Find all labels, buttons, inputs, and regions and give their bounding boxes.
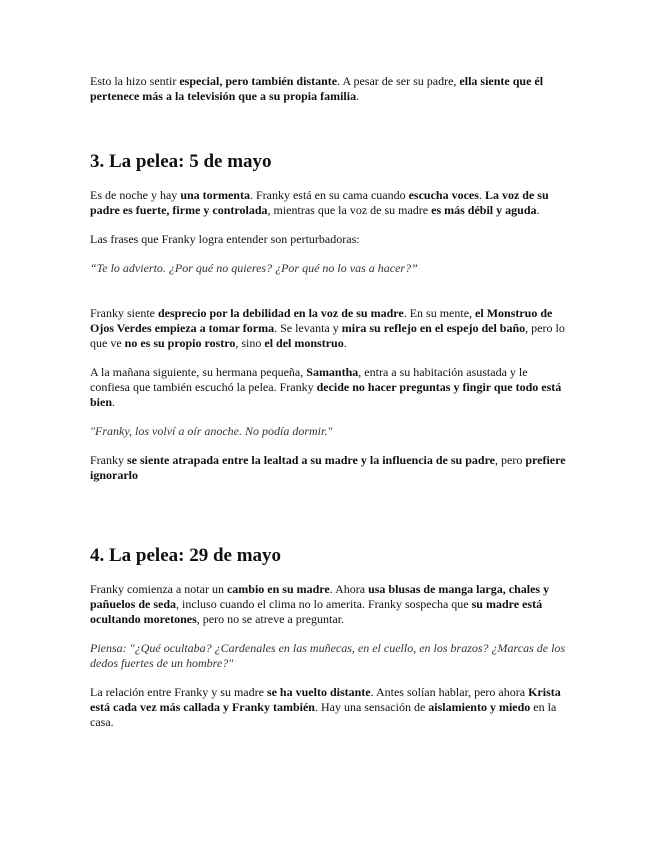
paragraph [90, 582, 570, 627]
bold-text: especial, pero también distante [179, 74, 338, 88]
text-run: . En su mente, [403, 306, 476, 320]
text-run: en la casa. [90, 700, 557, 729]
text-run: . Franky está en su cama cuando [249, 188, 409, 202]
paragraph [90, 453, 570, 483]
section-4 [90, 544, 570, 744]
bold-text: Krista está cada vez más callada y Franky también [90, 685, 561, 714]
bold-text: no es su propio rostro [124, 336, 236, 350]
paragraph [90, 365, 570, 410]
document-page [90, 74, 570, 729]
intro-paragraph [90, 74, 570, 104]
bold-text: escucha voces [408, 188, 479, 202]
section-body [90, 188, 570, 483]
bold-text: se siente atrapada entre la lealtad a su madre y la influencia de su padre [127, 453, 496, 467]
text-run: . [478, 188, 485, 202]
text-run: Es de noche y hay [90, 188, 181, 202]
bold-text: ella siente que él pertenece más a la televisión que a su propia familia [90, 74, 544, 103]
bold-text: decide no hacer preguntas y fingir que todo está bien [90, 380, 562, 409]
text-run: . Ahora [329, 582, 369, 596]
text-run: . [343, 336, 347, 350]
text-run: , pero lo que ve [90, 321, 565, 350]
section-heading: 4. La pelea: 29 de mayo [90, 545, 282, 566]
text-run: Franky siente [90, 306, 158, 320]
section-3 [90, 150, 570, 497]
bold-text: aislamiento y miedo [428, 700, 531, 714]
text-run: La relación entre Franky y su madre [90, 685, 267, 699]
bold-text: es más débil y aguda [431, 203, 537, 217]
text-run: . [112, 395, 116, 409]
bold-text: mira su reflejo en el espejo del baño [341, 321, 526, 335]
text-run: , mientras que la voz de su madre [267, 203, 432, 217]
paragraph [90, 232, 570, 247]
text-run: . A pesar de ser su padre, [337, 74, 460, 88]
text-run: , incluso cuando el clima no lo amerita. Franky sospecha que [176, 597, 472, 611]
text-run: . Hay una sensación de [314, 700, 429, 714]
bold-text: desprecio por la debilidad en la voz de su madre [158, 306, 404, 320]
bold-text: el Monstruo de Ojos Verdes empieza a tomar forma [90, 306, 553, 335]
bold-text: La voz de su padre es fuerte, firme y controlada [90, 188, 549, 217]
bold-text: una tormenta [180, 188, 250, 202]
text-run: . [536, 203, 540, 217]
paragraph [90, 685, 570, 730]
text-run: Franky [90, 453, 127, 467]
text-run: , sino [235, 336, 265, 350]
text-run: . [356, 89, 360, 103]
text-run: , pero no se atreve a preguntar. [196, 612, 345, 626]
text-run: "Franky, los volví a oír anoche. No podía dormir." [90, 424, 333, 438]
text-run: . Antes solían hablar, pero ahora [370, 685, 529, 699]
bold-text: su madre está ocultando moretones [90, 597, 543, 626]
bold-text: prefiere ignorarlo [90, 453, 566, 482]
text-run: A la mañana siguiente, su hermana pequeña, [90, 365, 307, 379]
text-run: , entra a su habitación asustada y le confiesa que también escuchó la pelea. Franky [90, 365, 528, 394]
quote-paragraph [90, 261, 570, 276]
bold-text: usa blusas de manga larga, chales y pañuelos de seda [90, 582, 550, 611]
quote-paragraph [90, 641, 570, 671]
text-run: Las frases que Franky logra entender son perturbadoras: [90, 232, 360, 246]
section-body [90, 582, 570, 730]
paragraph [90, 188, 570, 218]
text-run: “Te lo advierto. ¿Por qué no quieres? ¿Por qué no lo vas a hacer?” [90, 261, 418, 275]
quote-paragraph [90, 424, 570, 439]
bold-text: cambio en su madre [226, 582, 330, 596]
section-heading: 3. La pelea: 5 de mayo [90, 151, 272, 172]
text-run: , pero [495, 453, 526, 467]
bold-text: Samantha [306, 365, 359, 379]
text-run: Piensa: "¿Qué ocultaba? ¿Cardenales en las muñecas, en el cuello, en los brazos? ¿Marcas de los dedos fuertes de un hombre?" [90, 641, 566, 670]
text-run: . Se levanta y [274, 321, 342, 335]
text-run: Esto la hizo sentir [90, 74, 180, 88]
text-run: Franky comienza a notar un [90, 582, 227, 596]
bold-text: se ha vuelto distante [266, 685, 371, 699]
paragraph [90, 306, 570, 351]
bold-text: el del monstruo [264, 336, 344, 350]
